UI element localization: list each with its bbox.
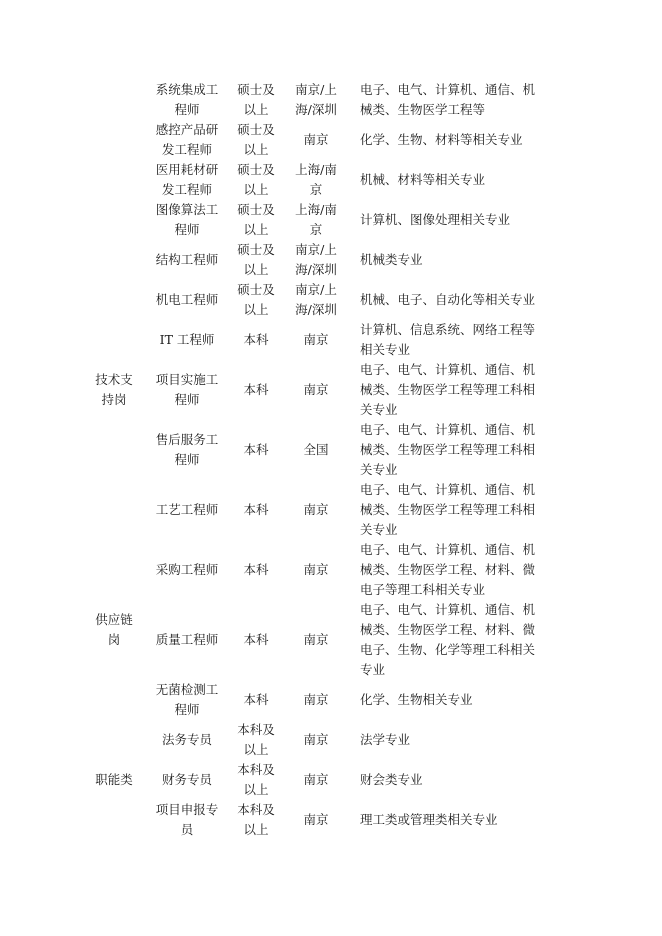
education-cell: 本科 — [243, 442, 269, 457]
location-cell: 上海/南京 — [295, 202, 337, 237]
table-row — [92, 480, 552, 540]
education-cell: 本科 — [243, 502, 269, 517]
location-cell: 南京 — [303, 632, 329, 647]
table-row — [92, 120, 552, 160]
location-cell: 南京/上海/深圳 — [295, 82, 337, 117]
category-cell-empty — [92, 80, 152, 120]
education-cell: 本科及以上 — [237, 802, 275, 837]
major-cell: 电子、电气、计算机、通信、机械类、生物医学工程等理工科相关专业 — [360, 422, 536, 477]
major-cell: 电子、电气、计算机、通信、机械类、生物医学工程等 — [360, 82, 536, 117]
major-cell: 计算机、信息系统、网络工程等相关专业 — [360, 322, 536, 357]
location-cell: 南京 — [303, 772, 329, 787]
major-cell: 化学、生物相关专业 — [360, 692, 473, 707]
table-row — [92, 600, 552, 680]
position-cell: 感控产品研发工程师 — [155, 122, 219, 157]
education-cell: 硕士及以上 — [237, 202, 275, 237]
major-cell: 电子、电气、计算机、通信、机械类、生物医学工程、材料、微电子、生物、化学等理工科相关专业 — [360, 602, 536, 677]
location-cell: 南京 — [303, 562, 329, 577]
location-cell: 全国 — [303, 442, 329, 457]
education-cell: 本科及以上 — [237, 722, 275, 757]
table-row — [92, 200, 552, 240]
job-table — [92, 80, 552, 840]
education-cell: 硕士及以上 — [237, 82, 275, 117]
table-row — [92, 800, 552, 840]
location-cell: 南京 — [303, 132, 329, 147]
education-cell: 本科 — [243, 562, 269, 577]
major-cell: 电子、电气、计算机、通信、机械类、生物医学工程等理工科相关专业 — [360, 362, 536, 417]
location-cell: 南京/上海/深圳 — [295, 242, 337, 277]
table-row — [92, 240, 552, 280]
position-cell: 项目实施工程师 — [155, 372, 219, 407]
position-cell: 无菌检测工程师 — [155, 682, 219, 717]
position-cell: 图像算法工程师 — [155, 202, 219, 237]
table-row — [92, 80, 552, 120]
table-row — [92, 760, 552, 800]
category-functional: 职能类 — [95, 772, 133, 787]
major-cell: 法学专业 — [360, 732, 411, 747]
location-cell: 南京 — [303, 382, 329, 397]
location-cell: 南京 — [303, 502, 329, 517]
location-cell: 南京 — [303, 812, 329, 827]
education-cell: 本科 — [243, 382, 269, 397]
position-cell: 质量工程师 — [155, 632, 219, 647]
table-row — [92, 320, 552, 360]
table-row — [92, 160, 552, 200]
location-cell: 南京 — [303, 732, 329, 747]
position-cell: 医用耗材研发工程师 — [155, 162, 219, 197]
education-cell: 硕士及以上 — [237, 242, 275, 277]
education-cell: 本科 — [243, 632, 269, 647]
position-cell: 工艺工程师 — [155, 502, 219, 517]
location-cell: 南京 — [303, 332, 329, 347]
position-cell: 机电工程师 — [155, 292, 219, 307]
major-cell: 化学、生物、材料等相关专业 — [360, 132, 523, 147]
position-cell: 财务专员 — [161, 772, 212, 787]
table-row — [92, 360, 552, 420]
education-cell: 本科 — [243, 692, 269, 707]
category-tech-support: 技术支持岗 — [95, 372, 133, 407]
education-cell: 本科及以上 — [237, 762, 275, 797]
education-cell: 本科 — [243, 332, 269, 347]
major-cell: 电子、电气、计算机、通信、机械类、生物医学工程等理工科相关专业 — [360, 482, 536, 537]
position-cell: 系统集成工程师 — [155, 82, 219, 117]
position-cell: 项目申报专员 — [155, 802, 219, 837]
location-cell: 南京 — [303, 692, 329, 707]
major-cell: 机械类专业 — [360, 252, 423, 267]
education-cell: 硕士及以上 — [237, 282, 275, 317]
category-supply-chain: 供应链岗 — [95, 612, 133, 647]
table-row — [92, 540, 552, 600]
major-cell: 机械、材料等相关专业 — [360, 172, 486, 187]
major-cell: 计算机、图像处理相关专业 — [360, 212, 511, 227]
major-cell: 电子、电气、计算机、通信、机械类、生物医学工程、材料、微电子等理工科相关专业 — [360, 542, 536, 597]
table-row — [92, 680, 552, 720]
major-cell: 财会类专业 — [360, 772, 423, 787]
position-cell: 售后服务工程师 — [155, 432, 219, 467]
table-row — [92, 420, 552, 480]
major-cell: 机械、电子、自动化等相关专业 — [360, 292, 536, 307]
table-row — [92, 720, 552, 760]
major-cell: 理工类或管理类相关专业 — [360, 812, 498, 827]
education-cell: 硕士及以上 — [237, 162, 275, 197]
location-cell: 上海/南京 — [295, 162, 337, 197]
position-cell: 法务专员 — [161, 732, 212, 747]
position-cell: IT 工程师 — [159, 332, 215, 347]
location-cell: 南京/上海/深圳 — [295, 282, 337, 317]
position-cell: 结构工程师 — [155, 252, 219, 267]
position-cell: 采购工程师 — [155, 562, 219, 577]
table-row — [92, 280, 552, 320]
education-cell: 硕士及以上 — [237, 122, 275, 157]
